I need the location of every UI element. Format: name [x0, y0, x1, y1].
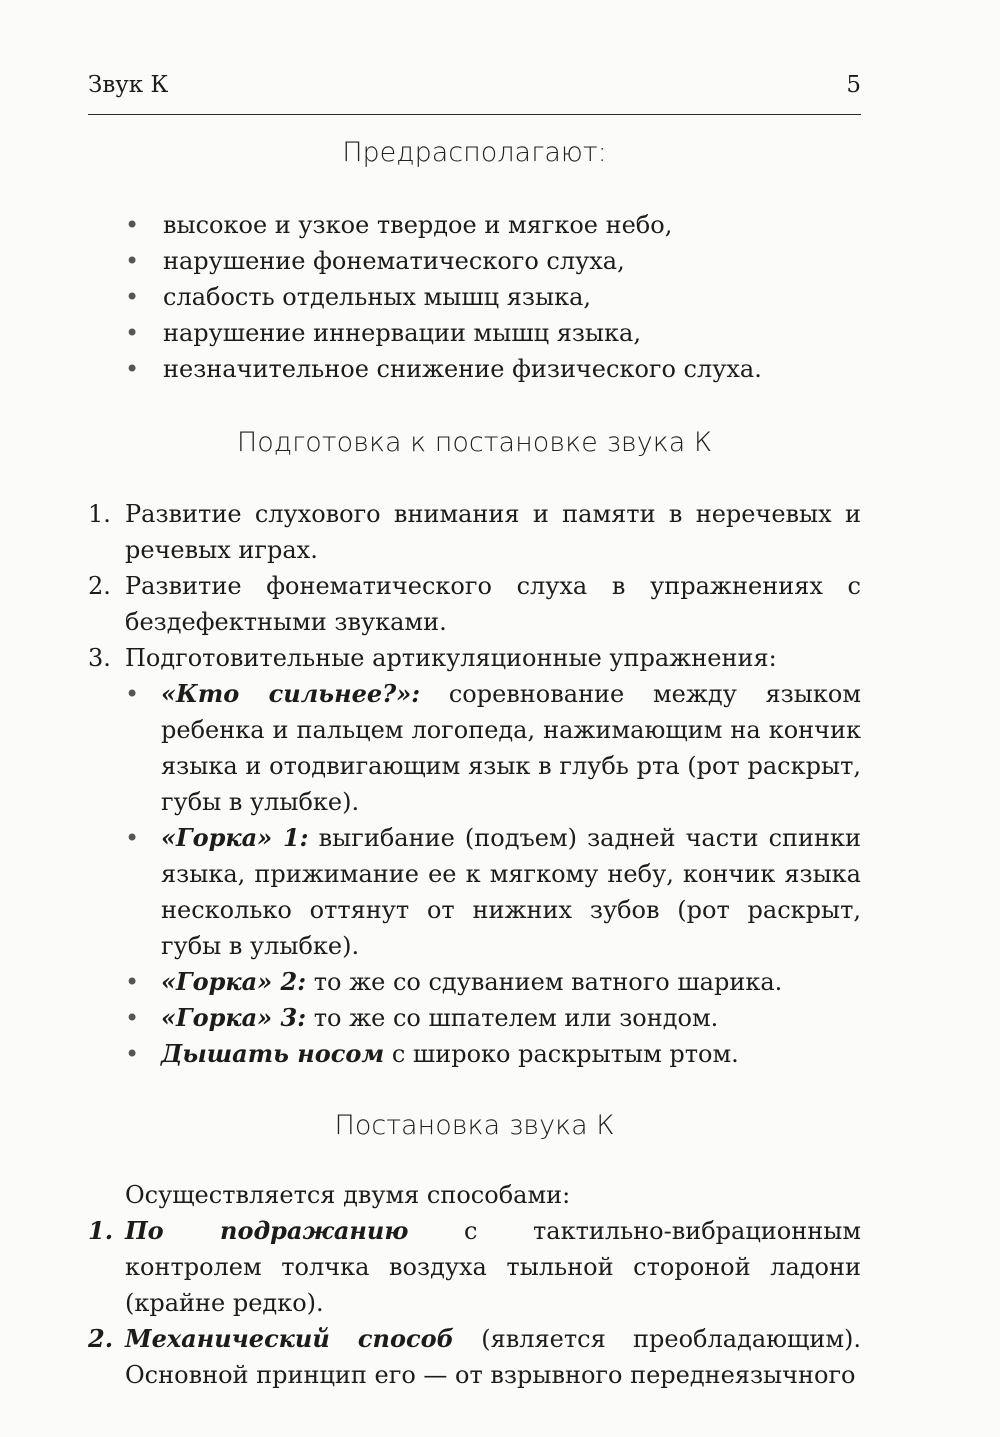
- bullet-icon: •: [125, 211, 140, 239]
- list-item: • «Горка» 2: то же со сдуванием ватного шарика.: [125, 964, 861, 1000]
- bullet-icon: •: [125, 1004, 140, 1032]
- list-item: • «Кто сильнее?»: соревнование между языком ребенка и пальцем логопеда, нажимающим на кончик языка и отодвигающим язык в глубь рта (рот раскрыт, губы в улыбке).: [125, 676, 861, 820]
- numbered-item: 1. Развитие слухового внимания и памяти в неречевых и речевых играх.: [88, 500, 861, 564]
- predisposing-factors-list: [88, 207, 861, 387]
- list-item: • «Горка» 1: выгибание (подъем) задней части спинки языка, прижимание ее к мягкому небу, кончик языка несколько оттянут от нижних зубов (рот раскрыт, губы в улыбке).: [125, 820, 861, 964]
- section-heading-preparation: Подготовка к постановке звука К: [236, 427, 713, 458]
- numbered-item: 1. По подражанию с тактильно-вибрационным контролем толчка воздуха тыльной стороной ладони (крайне редко).: [88, 1216, 861, 1317]
- numbered-item: 2. Развитие фонематического слуха в упражнениях с бездефектными звуками.: [88, 572, 861, 636]
- bullet-icon: •: [125, 968, 140, 996]
- list-item: • нарушение фонематического слуха,: [88, 243, 861, 279]
- section-heading-staging: Постановка звука К: [334, 1110, 615, 1141]
- bullet-icon: •: [125, 283, 140, 311]
- preparation-list: [88, 496, 861, 1072]
- chapter-title: Звук К: [88, 72, 169, 98]
- list-item: • высокое и узкое твердое и мягкое небо,: [88, 207, 861, 243]
- bullet-icon: •: [125, 355, 140, 383]
- continuation-line: Основной принцип его — от взрывного переднеязычного: [125, 1361, 856, 1389]
- list-item: • незначительное снижение физического слуха.: [88, 351, 861, 387]
- staging-methods: [88, 1177, 861, 1393]
- page-number: 5: [846, 72, 861, 98]
- header-rule: [88, 114, 861, 115]
- list-item: • слабость отдельных мышц языка,: [88, 279, 861, 315]
- numbered-item: 2. Механический способ (является преобладающим).: [88, 1324, 861, 1353]
- list-item: • нарушение иннервации мышц языка,: [88, 315, 861, 351]
- list-item: • Дышать носом с широко раскрытым ртом.: [125, 1036, 861, 1072]
- intro-paragraph: Осуществляется двумя способами:: [125, 1181, 571, 1209]
- section-heading-predispose: Предрасполагают:: [342, 137, 607, 168]
- bullet-icon: •: [125, 680, 140, 708]
- bullet-icon: •: [125, 247, 140, 275]
- numbered-item: 3. Подготовительные артикуляционные упражнения:: [88, 644, 777, 672]
- running-head: [88, 72, 861, 98]
- bullet-icon: •: [125, 824, 140, 852]
- bullet-icon: •: [125, 1040, 140, 1068]
- bullet-icon: •: [125, 319, 140, 347]
- exercise-list: [88, 676, 861, 1072]
- list-item: • «Горка» 3: то же со шпателем или зондом.: [125, 1000, 861, 1036]
